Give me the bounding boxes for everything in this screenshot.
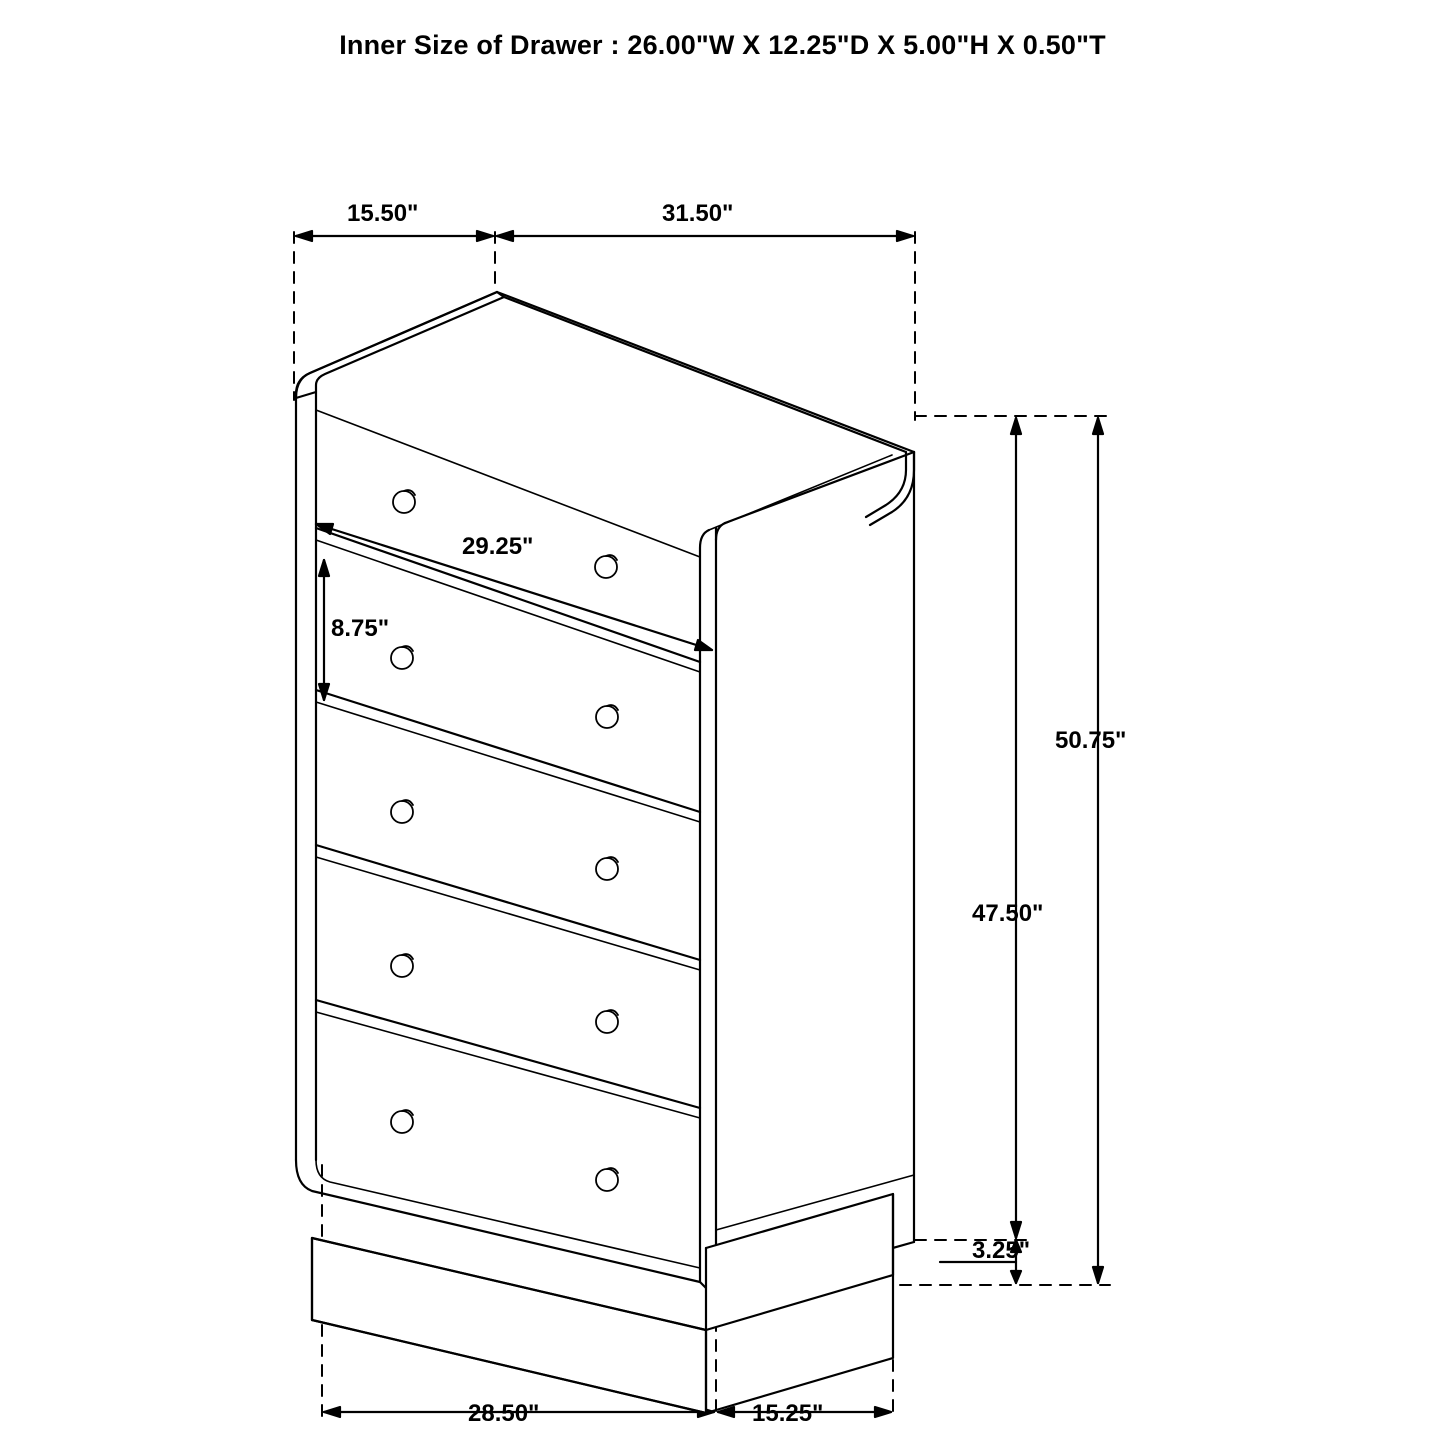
dim-label-base-height: 3.25" bbox=[972, 1237, 1031, 1264]
dim-label-drawer-height: 8.75" bbox=[331, 615, 390, 642]
dim-label-drawer-width: 29.25" bbox=[462, 533, 534, 560]
dim-label-total-height: 50.75" bbox=[1055, 727, 1127, 754]
dim-label-base-depth: 15.25" bbox=[752, 1400, 824, 1427]
dim-label-base-width: 28.50" bbox=[468, 1400, 540, 1427]
dim-label-case-height: 47.50" bbox=[972, 900, 1044, 927]
page-title: Inner Size of Drawer : 26.00"W X 12.25"D X 5.00"H X 0.50"T bbox=[339, 30, 1106, 60]
dim-label-top-width: 31.50" bbox=[662, 200, 734, 227]
dim-label-top-depth: 15.50" bbox=[347, 200, 419, 227]
